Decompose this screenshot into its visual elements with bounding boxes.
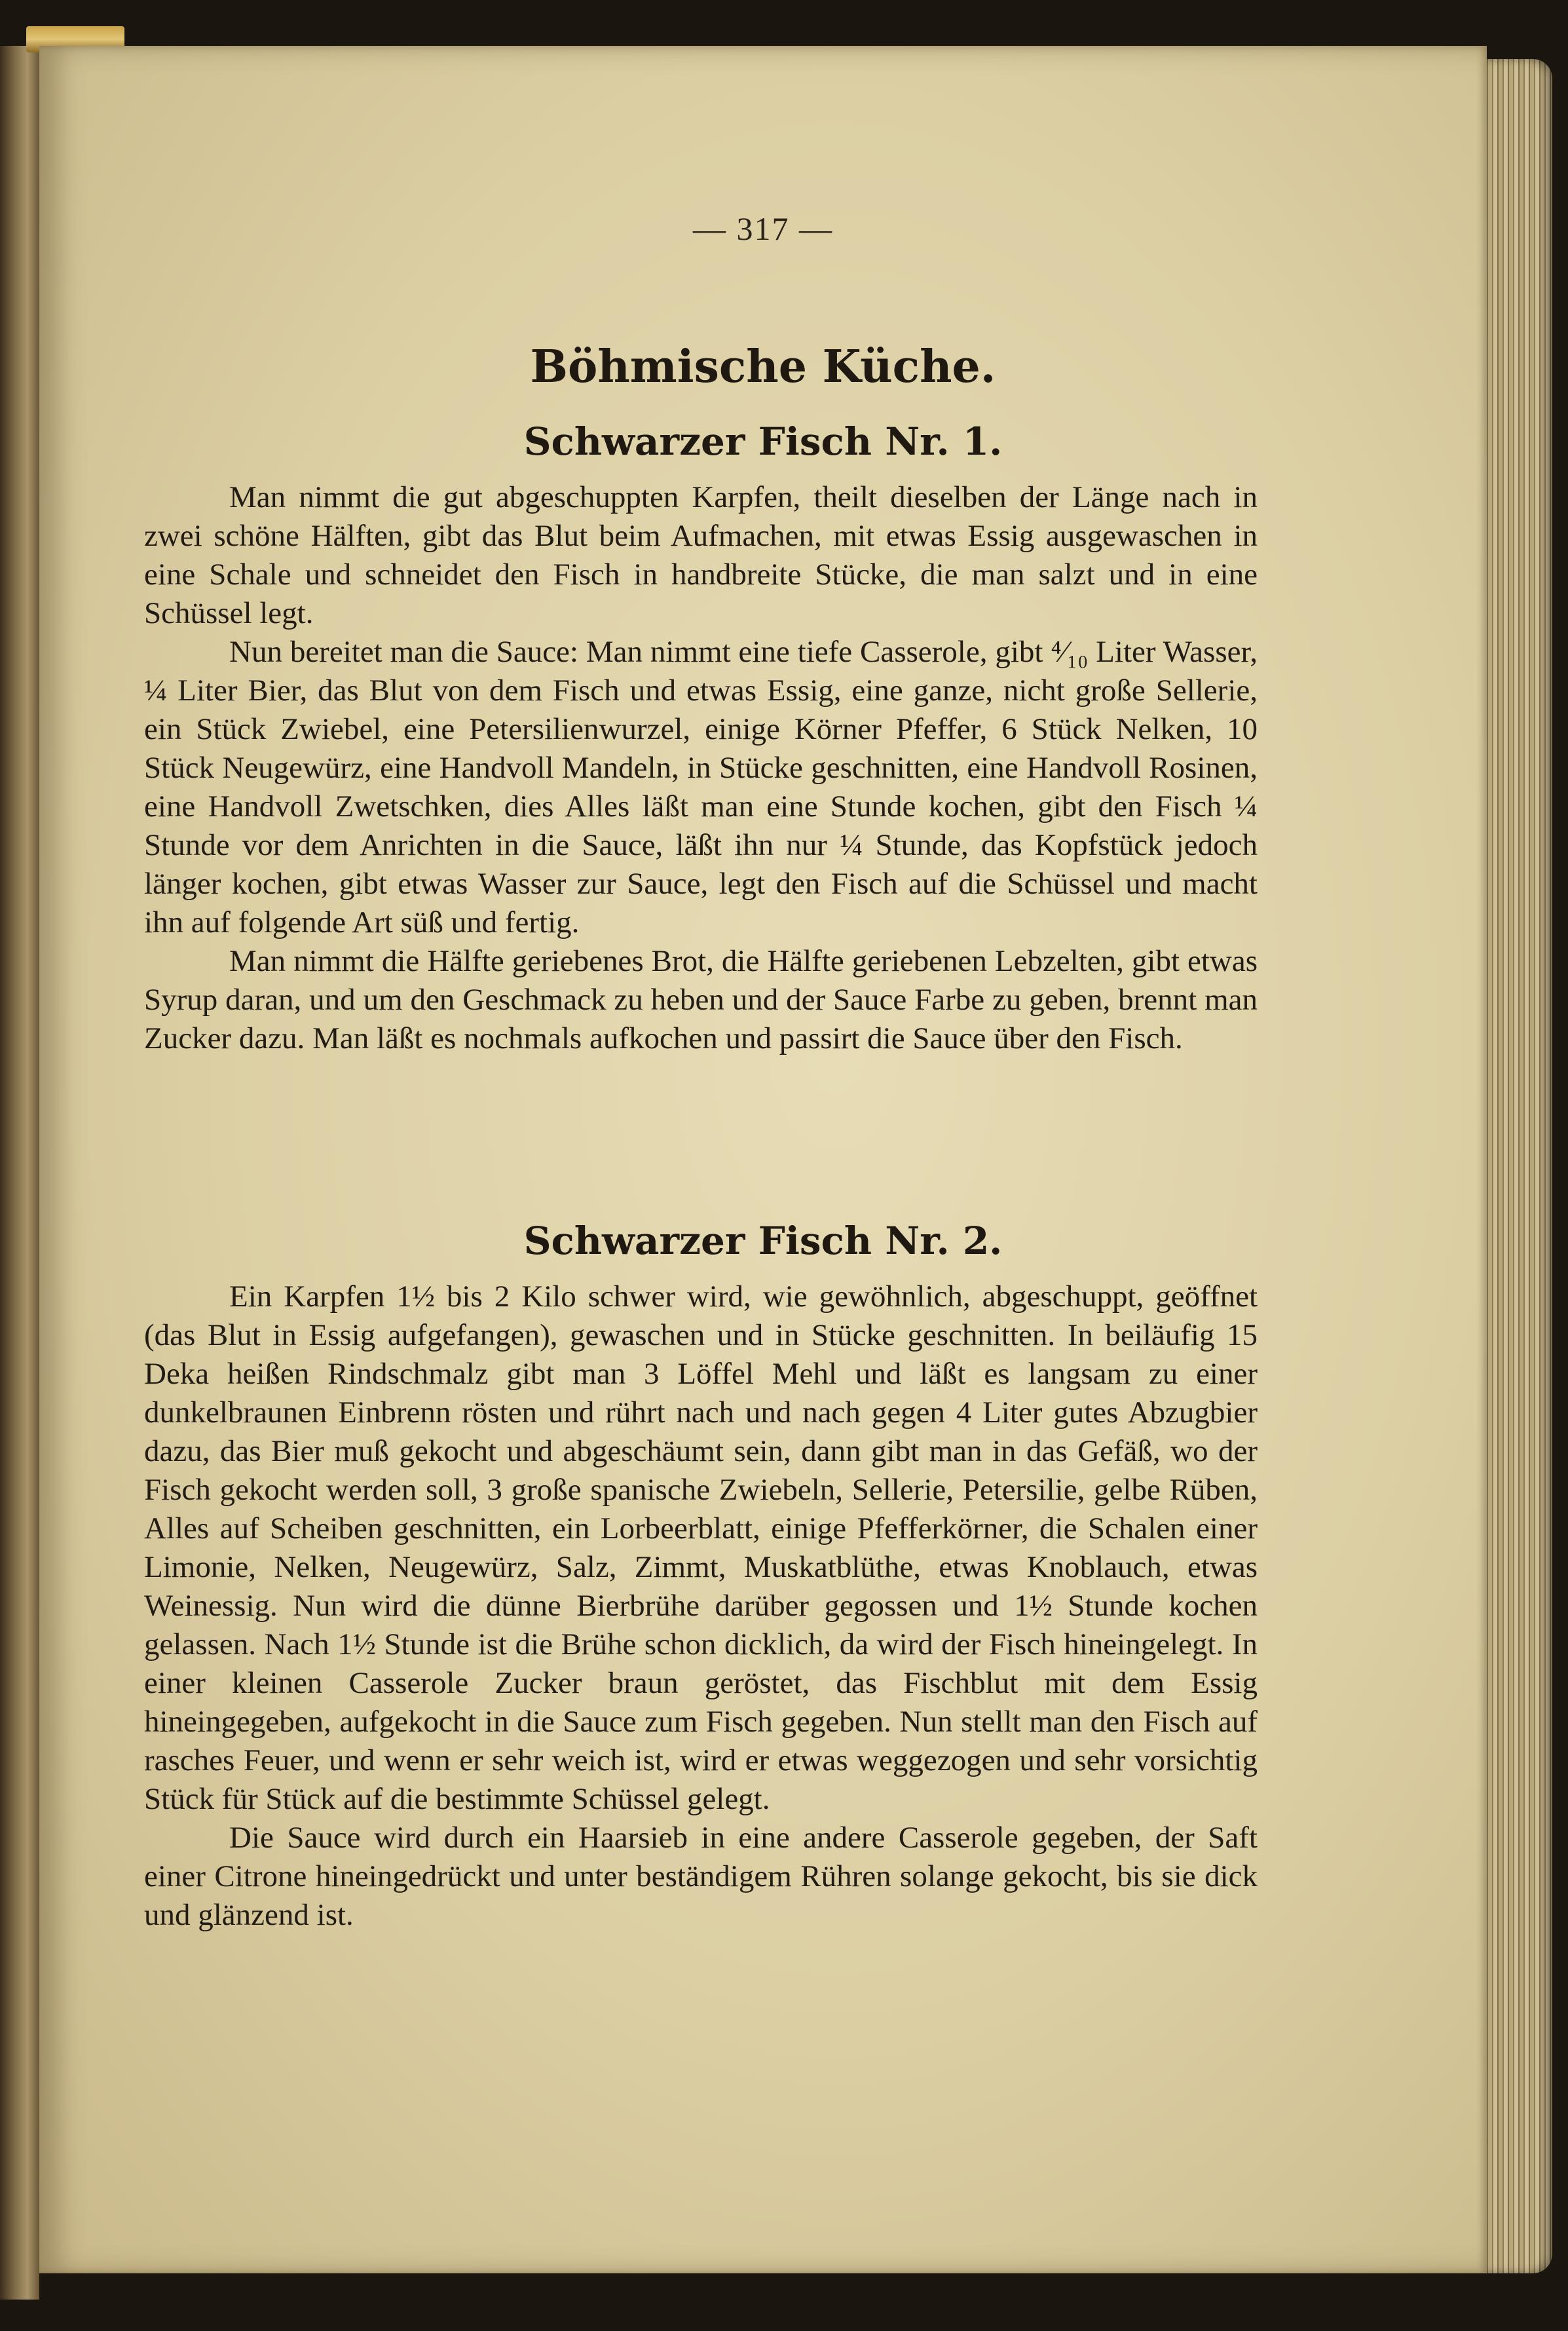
recipe-1-paragraph: Nun bereitet man die Sauce: Man nimmt eine tiefe Casserole, gibt ⁴⁄₁₀ Liter Wasser, ¼ Liter Bier, das Blut von dem Fisch und etwas Essig, eine ganze, nicht große Sellerie, ein Stück Zwiebel, eine Petersilienwurzel, einige Körner Pfeffer, 6 Stück Nelken, 10 Stück Neugewürz, eine Handvoll Mandeln, in Stücke geschnitten, eine Handvoll Rosinen, eine Handvoll Zwetschken, dies Alles läßt man eine Stunde kochen, gibt den Fisch ¼ Stunde vor dem Anrichten in die Sauce, läßt ihn nur ¼ Stunde, das Kopfstück jedoch länger kochen, gibt etwas Wasser zur Sauce, legt den Fisch auf die Schüssel und macht ihn auf folgende Art süß und fertig.: [144, 635, 1258, 939]
book-page: [39, 46, 1487, 2273]
recipe-2-body: [144, 1278, 1258, 1935]
facing-page-edge: [0, 46, 39, 2300]
recipe-1-paragraph: Man nimmt die Hälfte geriebenes Brot, die Hälfte geriebenen Lebzelten, gibt etwas Syrup daran, und um den Geschmack zu heben und der Sauce Farbe zu geben, brennt man Zucker dazu. Man läßt es nochmals aufkochen und passirt die Sauce über den Fisch.: [144, 944, 1258, 1055]
page-number: — 317 —: [693, 210, 833, 247]
recipe-1-body: [144, 478, 1258, 1058]
recipe-2-paragraph: Die Sauce wird durch ein Haarsieb in eine andere Casserole gegeben, der Saft einer Citrone hineingedrückt und unter beständigem Rühren solange gekocht, bis sie dick und glänzend ist.: [144, 1821, 1258, 1932]
recipe-1-title: Schwarzer Fisch Nr. 1.: [523, 419, 1003, 464]
chapter-title: Böhmische Küche.: [530, 341, 996, 393]
recipe-2-paragraph: Ein Karpfen 1½ bis 2 Kilo schwer wird, wie gewöhnlich, abgeschuppt, geöffnet (das Blut in Essig aufgefangen), gewaschen und in Stücke geschnitten. In beiläufig 15 Deka heißen Rindschmalz gibt man 3 Löffel Mehl und läßt es langsam zu einer dunkelbraunen Einbrenn rösten und rührt nach und nach gegen 4 Liter gutes Abzugbier dazu, das Bier muß gekocht und abgeschäumt sein, dann gibt man in das Gefäß, wo der Fisch gekocht werden soll, 3 große spanische Zwiebeln, Sellerie, Petersilie, gelbe Rüben, Alles auf Scheiben geschnitten, ein Lorbeerblatt, einige Pfefferkörner, die Schalen einer Limonie, Nelken, Neugewürz, Salz, Zimmt, Muskatblüthe, etwas Knoblauch, etwas Weinessig. Nun wird die dünne Bierbrühe darüber gegossen und 1½ Stunde kochen gelassen. Nach 1½ Stunde ist die Brühe schon dicklich, da wird der Fisch hineingelegt. In einer kleinen Casserole Zucker braun geröstet, das Fischblut mit dem Essig hineingegeben, aufgekocht in die Sauce zum Fisch gegeben. Nun stellt man den Fisch auf rasches Feuer, und wenn er sehr weich ist, wird er etwas weggezogen und sehr vorsichtig Stück für Stück auf die bestimmte Schüssel gelegt.: [144, 1279, 1258, 1816]
recipe-1-paragraph: Man nimmt die gut abgeschuppten Karpfen, theilt dieselben der Länge nach in zwei schöne Hälften, gibt das Blut beim Aufmachen, mit etwas Essig ausgewaschen in eine Schale und schneidet den Fisch in handbreite Stücke, die man salzt und in eine Schüssel legt.: [144, 480, 1258, 630]
recipe-2-title: Schwarzer Fisch Nr. 2.: [523, 1219, 1003, 1263]
